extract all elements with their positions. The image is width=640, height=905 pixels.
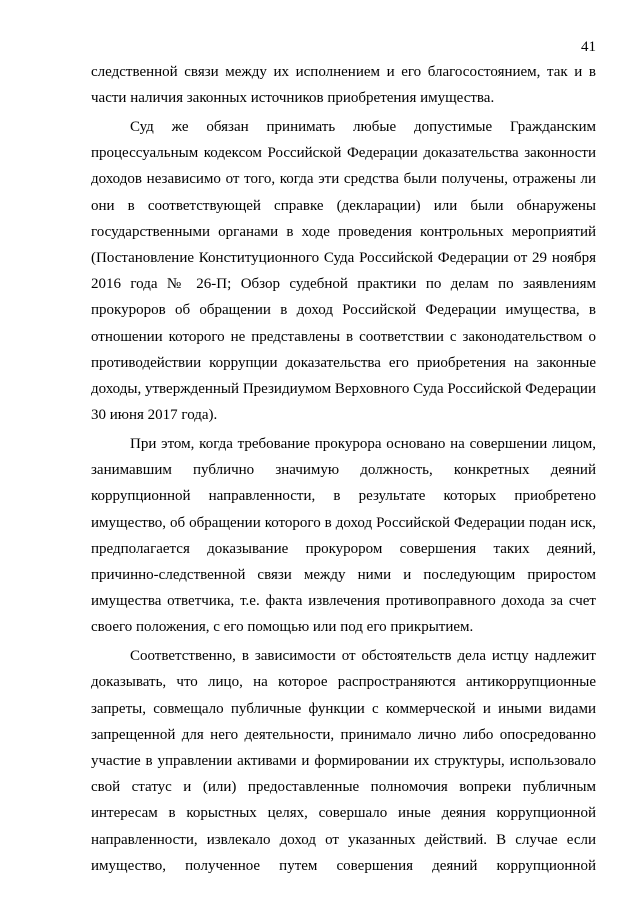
page-number: 41 xyxy=(581,39,596,55)
paragraph-continuation: следственной связи между их исполнением и его благосостоянием, так и в части наличия законных источников приобретения имущества. xyxy=(91,64,596,107)
paragraph-plaintiff-proof: Соответственно, в зависимости от обстоятельств дела истцу надлежит доказывать, что лицо, на которое распространяются антикоррупционные запреты, совмещало публичные функции с коммерческой и иными видами запрещенной для него деятельности, принимало лично либо опосредованно участие в управлении активами и формировании их структуры, использовало свой статус и (или) предоставленные полномочия вопреки публичным интересам в корыстных целях, совершало иные деяния коррупционной направленности, извлекало доход от указанных действий. В случае если имущество, полученное путем совершения деяний коррупционной xyxy=(91,648,596,874)
paragraph-prosecutor-requirement: При этом, когда требование прокурора основано на совершении лицом, занимавшим публично значимую должность, конкретных деяний коррупционной направленности, в результате которых приобретено имущество, об обращении которого в доход Российской Федерации подан иск, предполагается доказывание прокурором совершения таких деяний, причинно-следственной связи между ними и последующим приростом имущества ответчика, т.е. факта извлечения противоправного дохода за счет своего положения, с его помощью или под его прикрытием. xyxy=(91,436,596,636)
paragraph-court-obligation: Суд же обязан принимать любые допустимые Гражданским процессуальным кодексом Российской Федерации доказательства законности доходов независимо от того, когда эти средства были получены, отражены ли они в соответствующей справке (декларации) или были обнаружены государственными органами в ходе проведения контрольных мероприятий (Постановление Конституционного Суда Российской Федерации от 29 ноября 2016 года № 26-П; Обзор судебной практики по делам по заявлениям прокуроров об обращении в доход Российской Федерации имущества, в отношении которого не представлены в соответствии с законодательством о противодействии коррупции доказательства его приобретения на законные доходы, утвержденный Президиумом Верховного Суда Российской Федерации 30 июня 2017 года). xyxy=(91,119,596,424)
document-body xyxy=(91,59,596,882)
